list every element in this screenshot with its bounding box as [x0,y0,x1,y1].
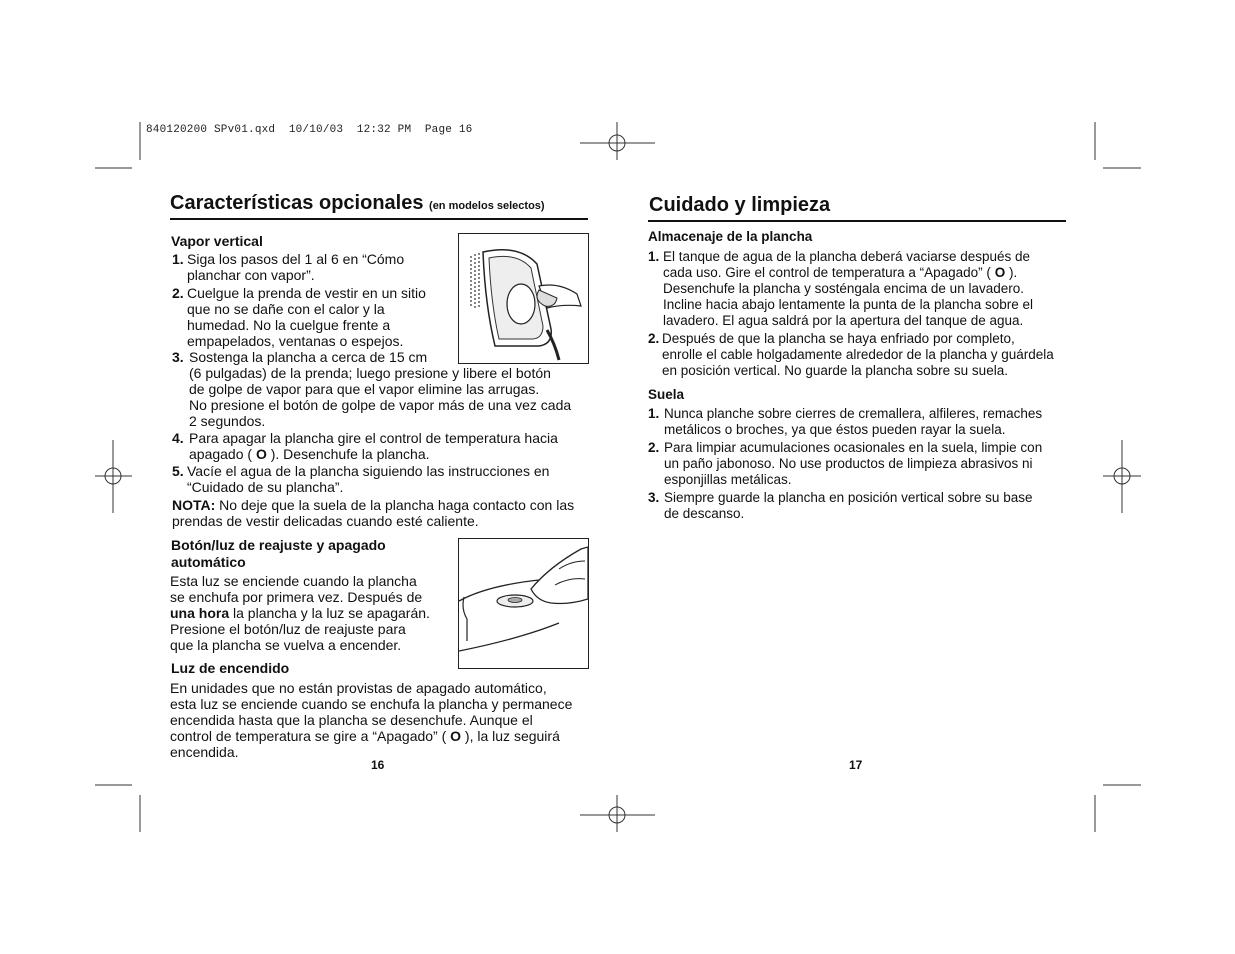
luz-heading: Luz de encendido [171,660,290,676]
line: En unidades que no están provistas de apagado automático, [170,680,547,696]
almacenaje-item-2 [648,331,1078,379]
registration-mark-right [1103,440,1141,513]
line: (6 pulgadas) de la prenda; luego presione y libere el botón [189,365,551,381]
nota-text: No deje que la suela de la plancha haga contacto con las [215,497,575,513]
line [170,605,460,621]
line: enrolle el cable holgadamente alrededor de la plancha y guárdela [662,347,1054,362]
suela-item-1 [648,406,1078,438]
line: Esta luz se enciende cuando la plancha [170,573,417,589]
text: ). Desenchufe la plancha. [266,446,430,462]
text: la plancha y la luz se apagarán. [229,605,430,621]
line: 2 segundos. [189,413,266,429]
line: Para apagar la plancha gire el control de temperatura hacia [189,430,558,446]
registration-mark-left [95,440,132,513]
line: que no se dañe con el calor y la [187,301,385,317]
right-title-rule [648,220,1066,222]
almacenaje-item-1 [648,249,1078,329]
line: “Cuidado de su plancha”. [187,479,344,495]
item-number: 2. [172,285,184,301]
left-title-rule [170,218,588,220]
item-number: 4. [172,430,184,446]
luz-text [170,680,600,760]
nota-label: NOTA: [172,497,216,513]
line: Incline hacia abajo lentamente la punta de la plancha sobre el [663,297,1034,312]
bold-text: una hora [170,605,230,621]
vapor-item-4 [172,430,592,462]
line: en posición vertical. No guarde la plancha sobre su suela. [662,363,1008,378]
line [189,446,592,462]
off-symbol: O [994,265,1006,280]
vapor-item-5 [172,463,592,495]
line: No presione el botón de golpe de vapor más de una vez cada [189,397,572,413]
text: ), la luz seguirá [461,728,560,744]
item-number: 3. [648,490,660,505]
text: apagado ( [189,446,256,462]
page-number-left: 16 [371,758,385,772]
line [170,728,600,744]
item-number: 1. [172,251,184,267]
vertical-steam-illustration [458,233,589,364]
suela-item-3 [648,490,1078,522]
left-title-subtitle: (en modelos selectos) [429,200,545,212]
item-number: 3. [172,349,184,365]
line: Sostenga la plancha a cerca de 15 cm [189,349,428,365]
line: encendida. [170,744,239,760]
line: que la plancha se vuelva a encender. [170,637,402,653]
off-symbol: O [450,728,462,744]
vapor-item-2 [172,285,462,349]
right-page-title: Cuidado y limpieza [649,194,831,216]
line: Siga los pasos del 1 al 6 en “Cómo [187,251,405,267]
text: control de temperatura se gire a “Apagado” ( [170,728,451,744]
line: se enchufa por primera vez. Después de [170,589,423,605]
line: de golpe de vapor para que el vapor elimine las arrugas. [189,381,540,397]
boton-text [170,573,460,653]
suela-item-2 [648,440,1078,488]
line: esponjillas metálicas. [664,472,792,487]
text: cada uso. Gire el control de temperatura a “Apagado” ( [663,265,995,280]
line: Desenchufe la plancha y sosténgala encima de un lavadero. [663,281,1024,296]
item-number: 2. [648,331,660,346]
item-number: 1. [648,406,660,421]
file-slug: 840120200 SPv01.qxd 10/10/03 12:32 PM Page 16 [146,124,473,136]
off-symbol: O [255,446,267,462]
line: planchar con vapor”. [187,267,315,283]
boton-heading [171,537,386,571]
heading-line: Botón/luz de reajuste y apagado [171,537,386,553]
item-number: 1. [648,249,660,264]
nota [172,497,597,529]
item-number: 2. [648,440,660,455]
line [663,265,1078,281]
registration-mark-bottom [580,795,655,832]
line: esta luz se enciende cuando se enchufa la plancha y permanece [170,696,573,712]
line: metálicos o broches, ya que éstos pueden rayar la suela. [664,422,1006,437]
line: Para limpiar acumulaciones ocasionales en la suela, limpie con [664,440,1043,455]
line: Nunca planche sobre cierres de cremallera, alfileres, remaches [664,406,1043,421]
nota-text: prendas de vestir delicadas cuando esté caliente. [172,513,479,529]
line: Después de que la plancha se haya enfriado por completo, [662,331,1015,346]
almacenaje-heading: Almacenaje de la plancha [648,229,813,244]
line: Siempre guarde la plancha en posición vertical sobre su base [664,490,1033,505]
vapor-heading: Vapor vertical [171,233,263,249]
line: encendida hasta que la plancha se desenchufe. Aunque el [170,712,533,728]
suela-heading: Suela [648,387,685,402]
line: empapelados, ventanas o espejos. [187,333,404,349]
line: de descanso. [664,506,745,521]
page-number-right: 17 [849,758,863,772]
text: ). [1005,265,1018,280]
left-title-text: Características opcionales [170,192,424,214]
registration-mark-top [580,122,655,160]
heading-line: automático [171,554,246,570]
line: Presione el botón/luz de reajuste para [170,621,406,637]
vapor-item-1 [172,251,462,283]
item-number: 5. [172,463,184,479]
line: un paño jabonoso. No use productos de limpieza abrasivos ni [664,456,1033,471]
reset-button-illustration [458,538,589,669]
left-page-title [170,192,545,215]
line: Cuelgue la prenda de vestir en un sitio [187,285,426,301]
line: humedad. No la cuelgue frente a [187,317,391,333]
line: Vacíe el agua de la plancha siguiendo las instrucciones en [187,463,550,479]
line: El tanque de agua de la plancha deberá vaciarse después de [663,249,1031,264]
line: lavadero. El agua saldrá por la apertura del tanque de agua. [663,313,1024,328]
